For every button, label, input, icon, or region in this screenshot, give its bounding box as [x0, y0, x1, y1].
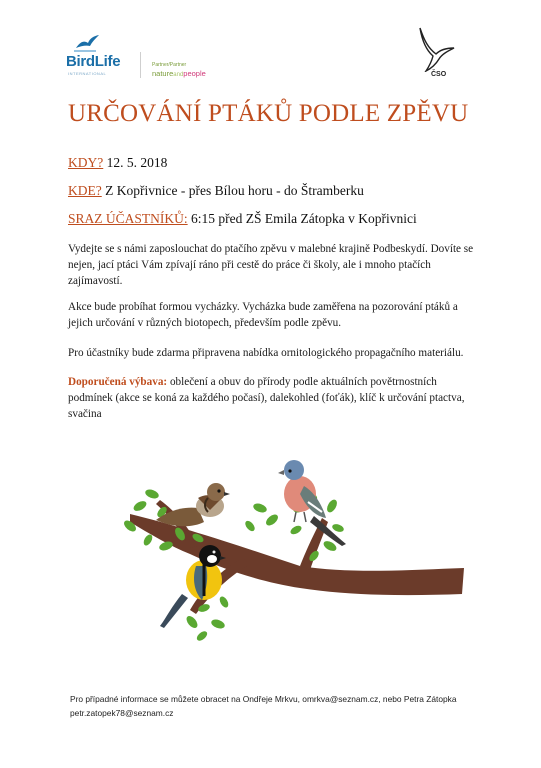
paragraph-equipment: [68, 374, 478, 422]
partner-tagline: [152, 69, 206, 78]
birdlife-subtitle: INTERNATIONAL: [68, 71, 107, 76]
birds-on-branch-illustration: [100, 446, 470, 656]
meet-label: SRAZ ÚČASTNÍKŮ:: [68, 211, 188, 226]
equipment-label: Doporučená výbava:: [68, 376, 168, 388]
birdlife-wordmark: BirdLife: [66, 53, 121, 70]
meet-value: 6:15 před ZŠ Emila Zátopka v Kopřivnici: [191, 211, 417, 226]
info-meeting-point: [68, 211, 417, 227]
paragraph-format: Akce bude probíhat formou vycházky. Vycházka bude zaměřena na pozorování ptáků a jejich určování v různých biotopech, především podle zpěvu.: [68, 301, 458, 329]
when-label: KDY?: [68, 155, 104, 170]
cso-logo: [414, 26, 460, 82]
birdlife-logo: [66, 34, 130, 80]
tagline-and: and: [173, 72, 184, 78]
partner-label: Partner/Partner: [152, 62, 187, 68]
equipment-text: oblečení a obuv do přírody podle aktuálních povětrnostních podmínek (akce se koná za každého počasí), dalekohled (foťák), klíč k určování ptactva, svačina: [68, 376, 465, 420]
sparrow-bird: [156, 483, 230, 526]
cso-label: ČSO: [431, 71, 447, 78]
cso-bird-icon: [414, 26, 460, 72]
logo-divider: [140, 52, 141, 78]
where-value: Z Kopřivnice - přes Bílou horu - do Štramberku: [105, 183, 364, 198]
contact-footer: Pro případné informace se můžete obracet na Ondřeje Mrkvu, omrkva@seznam.cz, nebo Petra Zátopka petr.zatopek78@seznam.cz: [70, 694, 457, 718]
where-label: KDE?: [68, 183, 102, 198]
when-value: 12. 5. 2018: [106, 155, 168, 170]
info-where: [68, 183, 364, 199]
tagline-people: people: [183, 69, 206, 78]
tagline-nature: nature: [152, 69, 174, 78]
paragraph-materials: Pro účastníky bude zdarma připravena nabídka ornitologického propagačního materiálu.: [68, 347, 464, 359]
page-title: URČOVÁNÍ PTÁKŮ PODLE ZPĚVU: [68, 100, 469, 127]
great-tit-bird: [160, 545, 226, 628]
paragraph-intro: Vydejte se s námi zaposlouchat do ptačího zpěvu v malebné krajině Podbeskydí. Dovíte se nejen, jací ptáci Vám zpívají ráno při cestě do práce či školy, ale i mnoho ptačích zajímavostí.: [68, 243, 474, 287]
info-when: [68, 155, 167, 171]
birdlife-bird-icon: [74, 34, 100, 52]
